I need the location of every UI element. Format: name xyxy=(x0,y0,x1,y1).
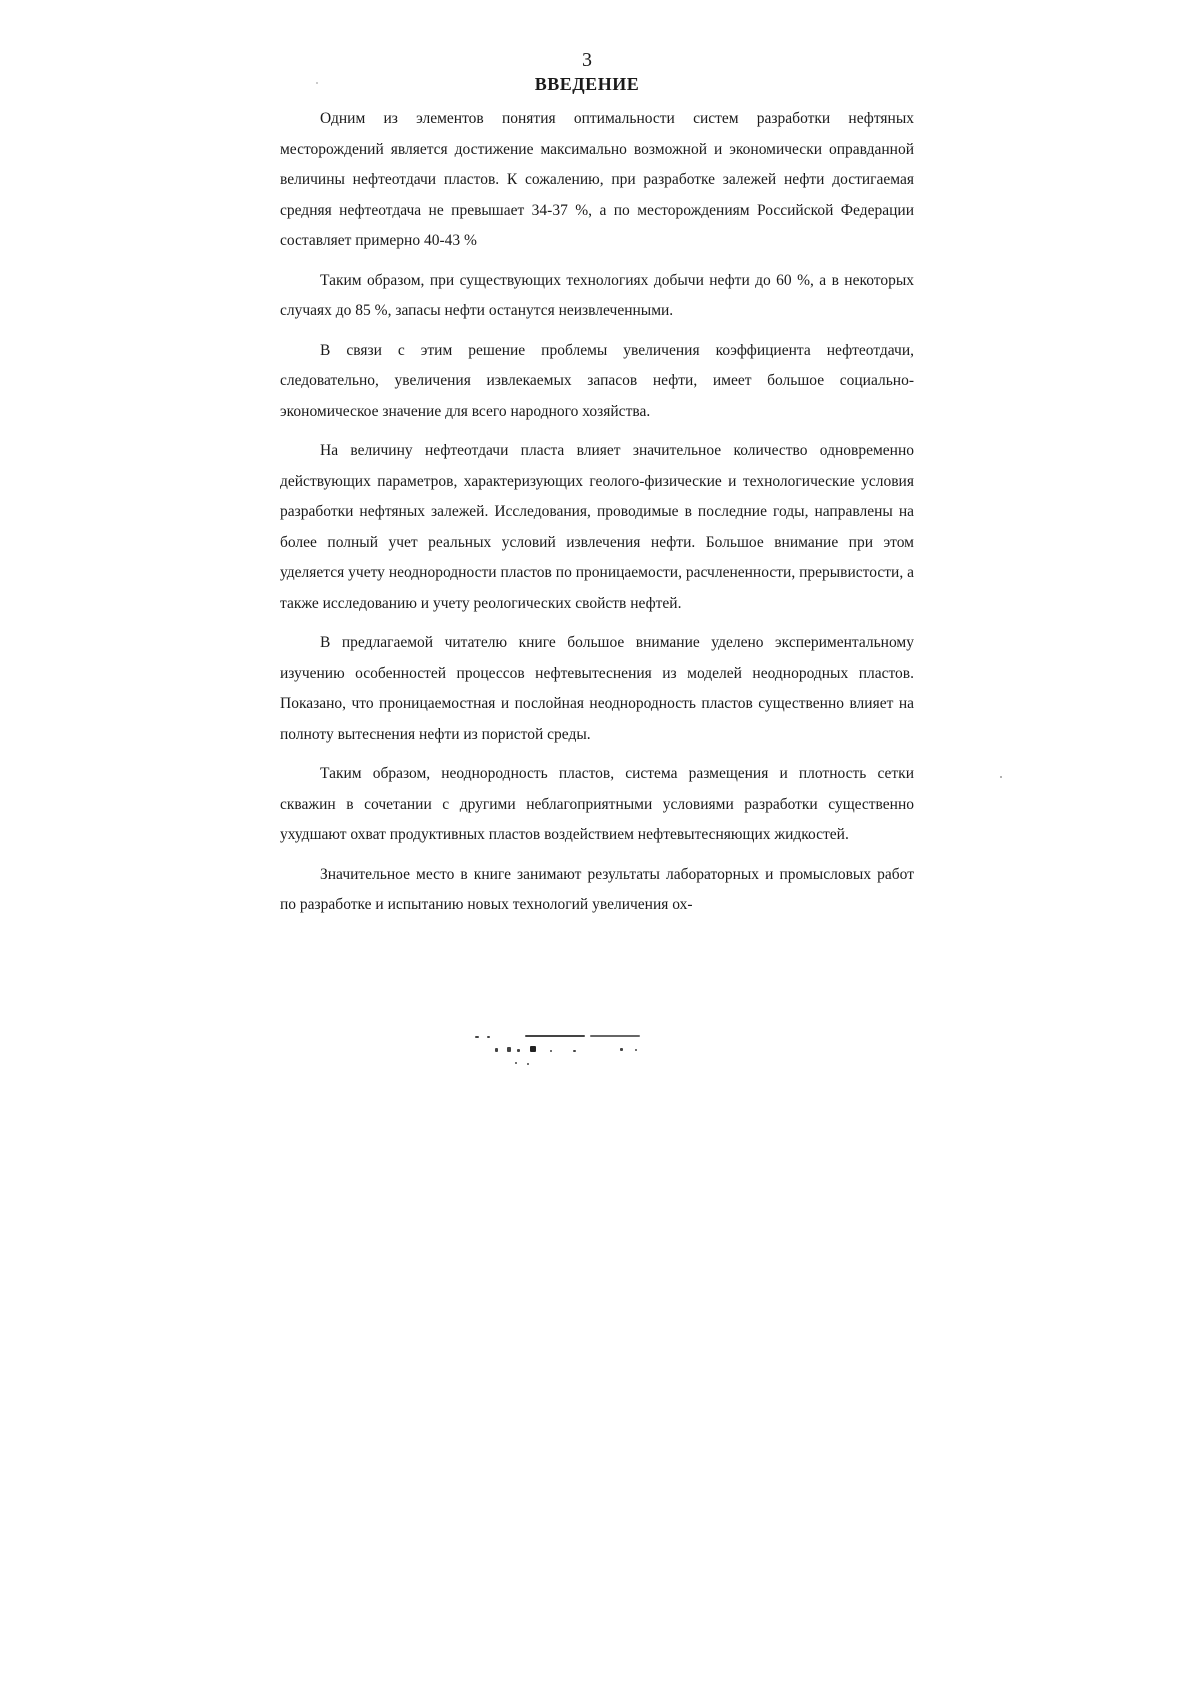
paragraph-2: Таким образом, при существующих технологиях добычи нефти до 60 %, а в некоторых случаях до 85 %, запасы нефти останутся неизвлеченными. xyxy=(280,271,914,319)
paragraph-7: Значительное место в книге занимают результаты лабораторных и промысловых работ по разработке и испытанию новых технологий увеличения ох- xyxy=(280,865,914,913)
paragraph-4: На величину нефтеотдачи пласта влияет значительное количество одновременно действующих параметров, характеризующих геолого-физические и технологические условия разработки нефтяных залежей. Исследования, проводимые в последние годы, направлены на более полный учет реальных условий извлечения нефти. Большое внимание при этом уделяется учету неоднородности пластов по проницаемости, расчлененности, прерывистости, а также исследованию и учету реологических свойств нефтей. xyxy=(280,442,914,612)
paragraph-1: Одним из элементов понятия оптимальности систем разработки нефтяных месторождений является достижение максимально возможной и экономически оправданной величины нефтеотдачи пластов. К сожалению, при разработке залежей нефти достигаемая средняя нефтеотдача не превышает 34-37 %, а по месторождениям Российской Федерации составляет примерно 40-43 % xyxy=(280,110,914,249)
paragraph-6: Таким образом, неоднородность пластов, система размещения и плотность сетки скважин в сочетании с другими неблагоприятными условиями разработки существенно ухудшают охват продуктивных пластов воздействием нефтевытесняющих жидкостей. xyxy=(280,765,914,843)
paragraph-3: В связи с этим решение проблемы увеличения коэффициента нефтеотдачи, следовательно, увеличения извлекаемых запасов нефти, имеет большое социально-экономическое значение для всего народного хозяйства. xyxy=(280,341,914,420)
paragraph-5: В предлагаемой читателю книге большое внимание уделено экспериментальному изучению особенностей процессов нефтевытеснения из моделей неоднородных пластов. Показано, что проницаемостная и послойная неоднородность пластов существенно влияет на полноту вытеснения нефти из пористой среды. xyxy=(280,634,914,743)
margin-speck xyxy=(316,82,318,84)
margin-speck xyxy=(1000,776,1002,778)
page-number: 3 xyxy=(582,49,592,71)
section-heading: ВВЕДЕНИЕ xyxy=(534,74,640,94)
scan-artifact xyxy=(455,1032,695,1082)
body-text xyxy=(280,104,914,930)
